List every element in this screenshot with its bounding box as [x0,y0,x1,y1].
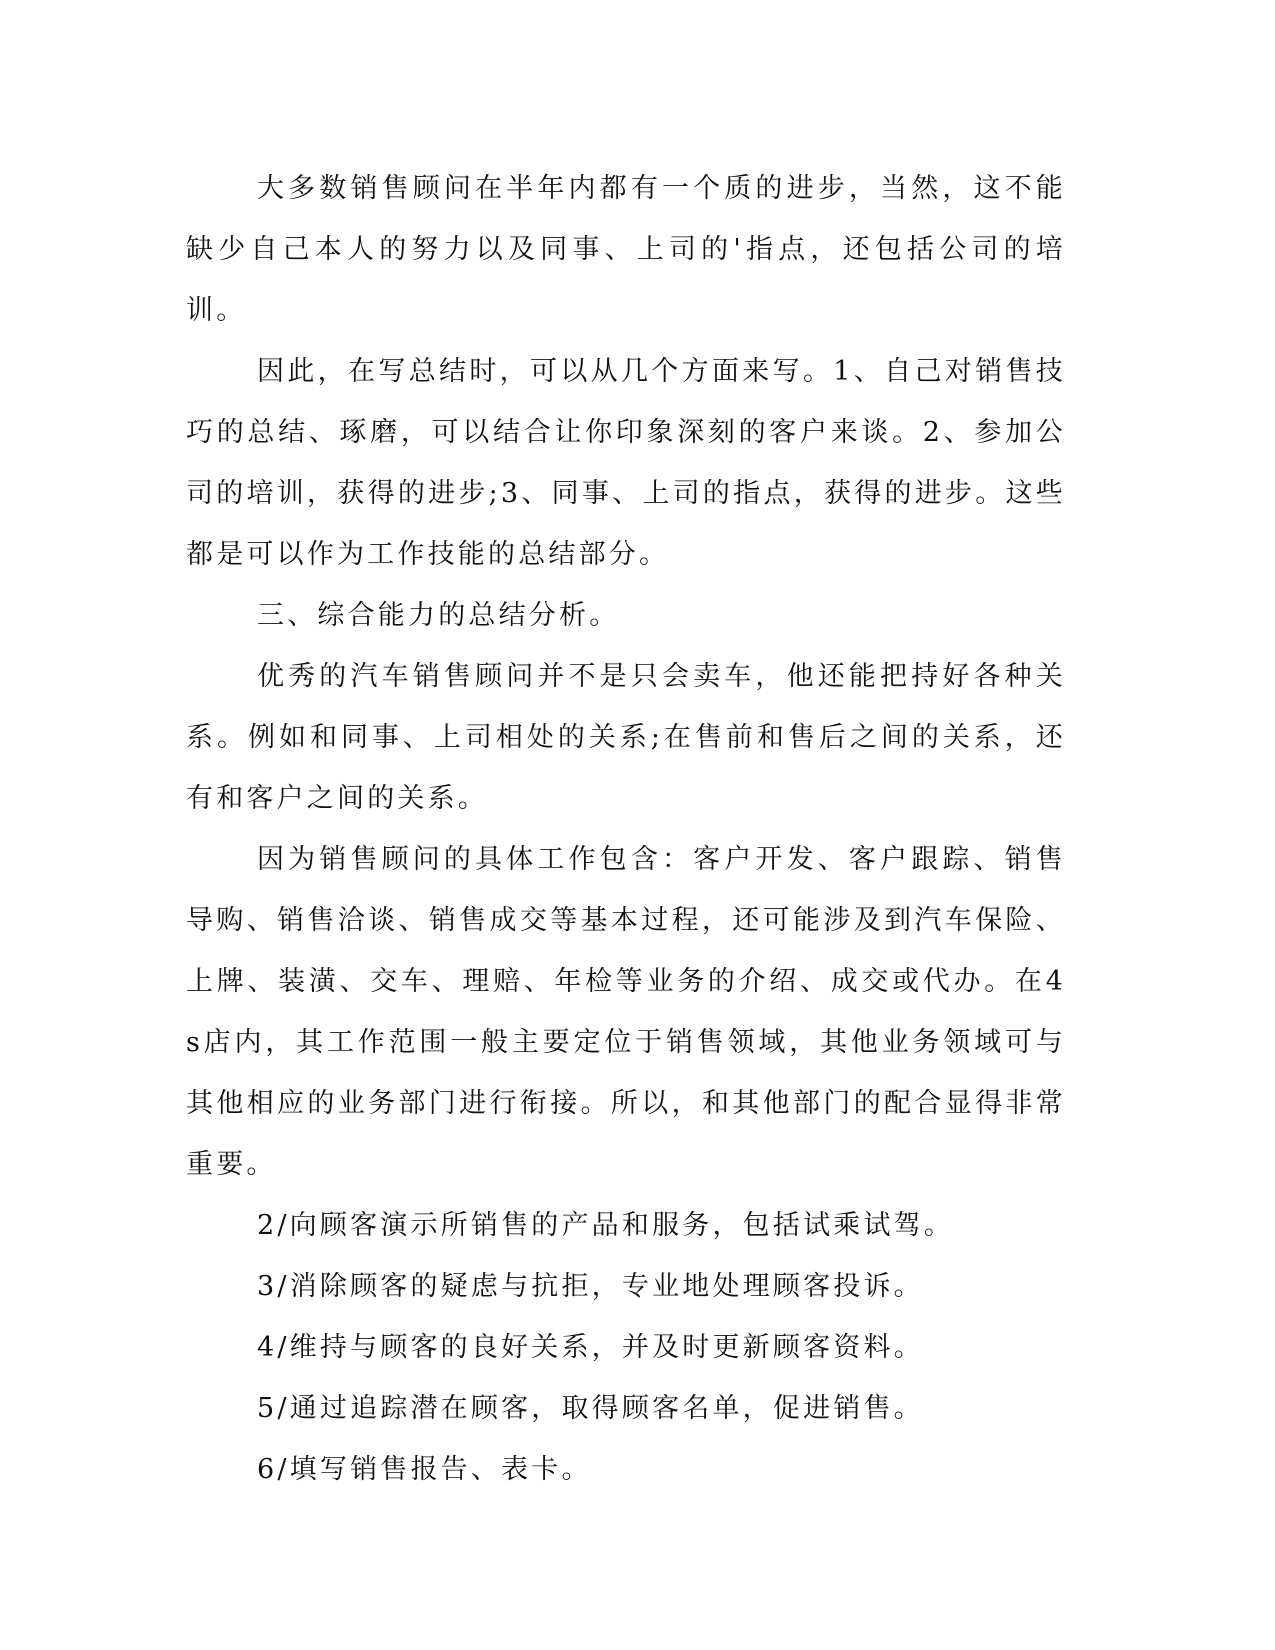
list-item-2: 2/向顾客演示所销售的产品和服务，包括试乘试驾。 [257,1210,955,1241]
paragraph-5: 因为销售顾问的具体工作包含：客户开发、客户跟踪、销售导购、销售洽谈、销售成交等基本过程，还可能涉及到汽车保险、上牌、装潢、交车、理赔、年检等业务的介绍、成交或代办。在4s店内，其工作范围一般主要定位于销售领域，其他业务领域可与其他相应的业务部门进行衔接。所以，和其他部门的配合显得非常重要。 [186,844,1066,1180]
paragraph-2: 因此，在写总结时，可以从几个方面来写。1、自己对销售技巧的总结、琢磨，可以结合让你印象深刻的客户来谈。2、参加公司的培训，获得的进步;3、同事、上司的指点，获得的进步。这些都是可以作为工作技能的总结部分。 [186,356,1066,570]
list-item-6: 6/填写销售报告、表卡。 [257,1454,592,1485]
paragraph-4: 优秀的汽车销售顾问并不是只会卖车，他还能把持好各种关系。例如和同事、上司相处的关系;在售前和售后之间的关系，还有和客户之间的关系。 [186,661,1066,814]
list-item-3: 3/消除顾客的疑虑与抗拒，专业地处理顾客投诉。 [257,1271,924,1302]
document-body [186,158,1066,1500]
list-item-4: 4/维持与顾客的良好关系，并及时更新顾客资料。 [257,1332,924,1363]
list-item-5: 5/通过追踪潜在顾客，取得顾客名单，促进销售。 [257,1393,924,1424]
paragraph-1: 大多数销售顾问在半年内都有一个质的进步，当然，这不能缺少自己本人的努力以及同事、上司的'指点，还包括公司的培训。 [186,173,1066,326]
section-heading-3: 三、综合能力的总结分析。 [257,600,620,631]
